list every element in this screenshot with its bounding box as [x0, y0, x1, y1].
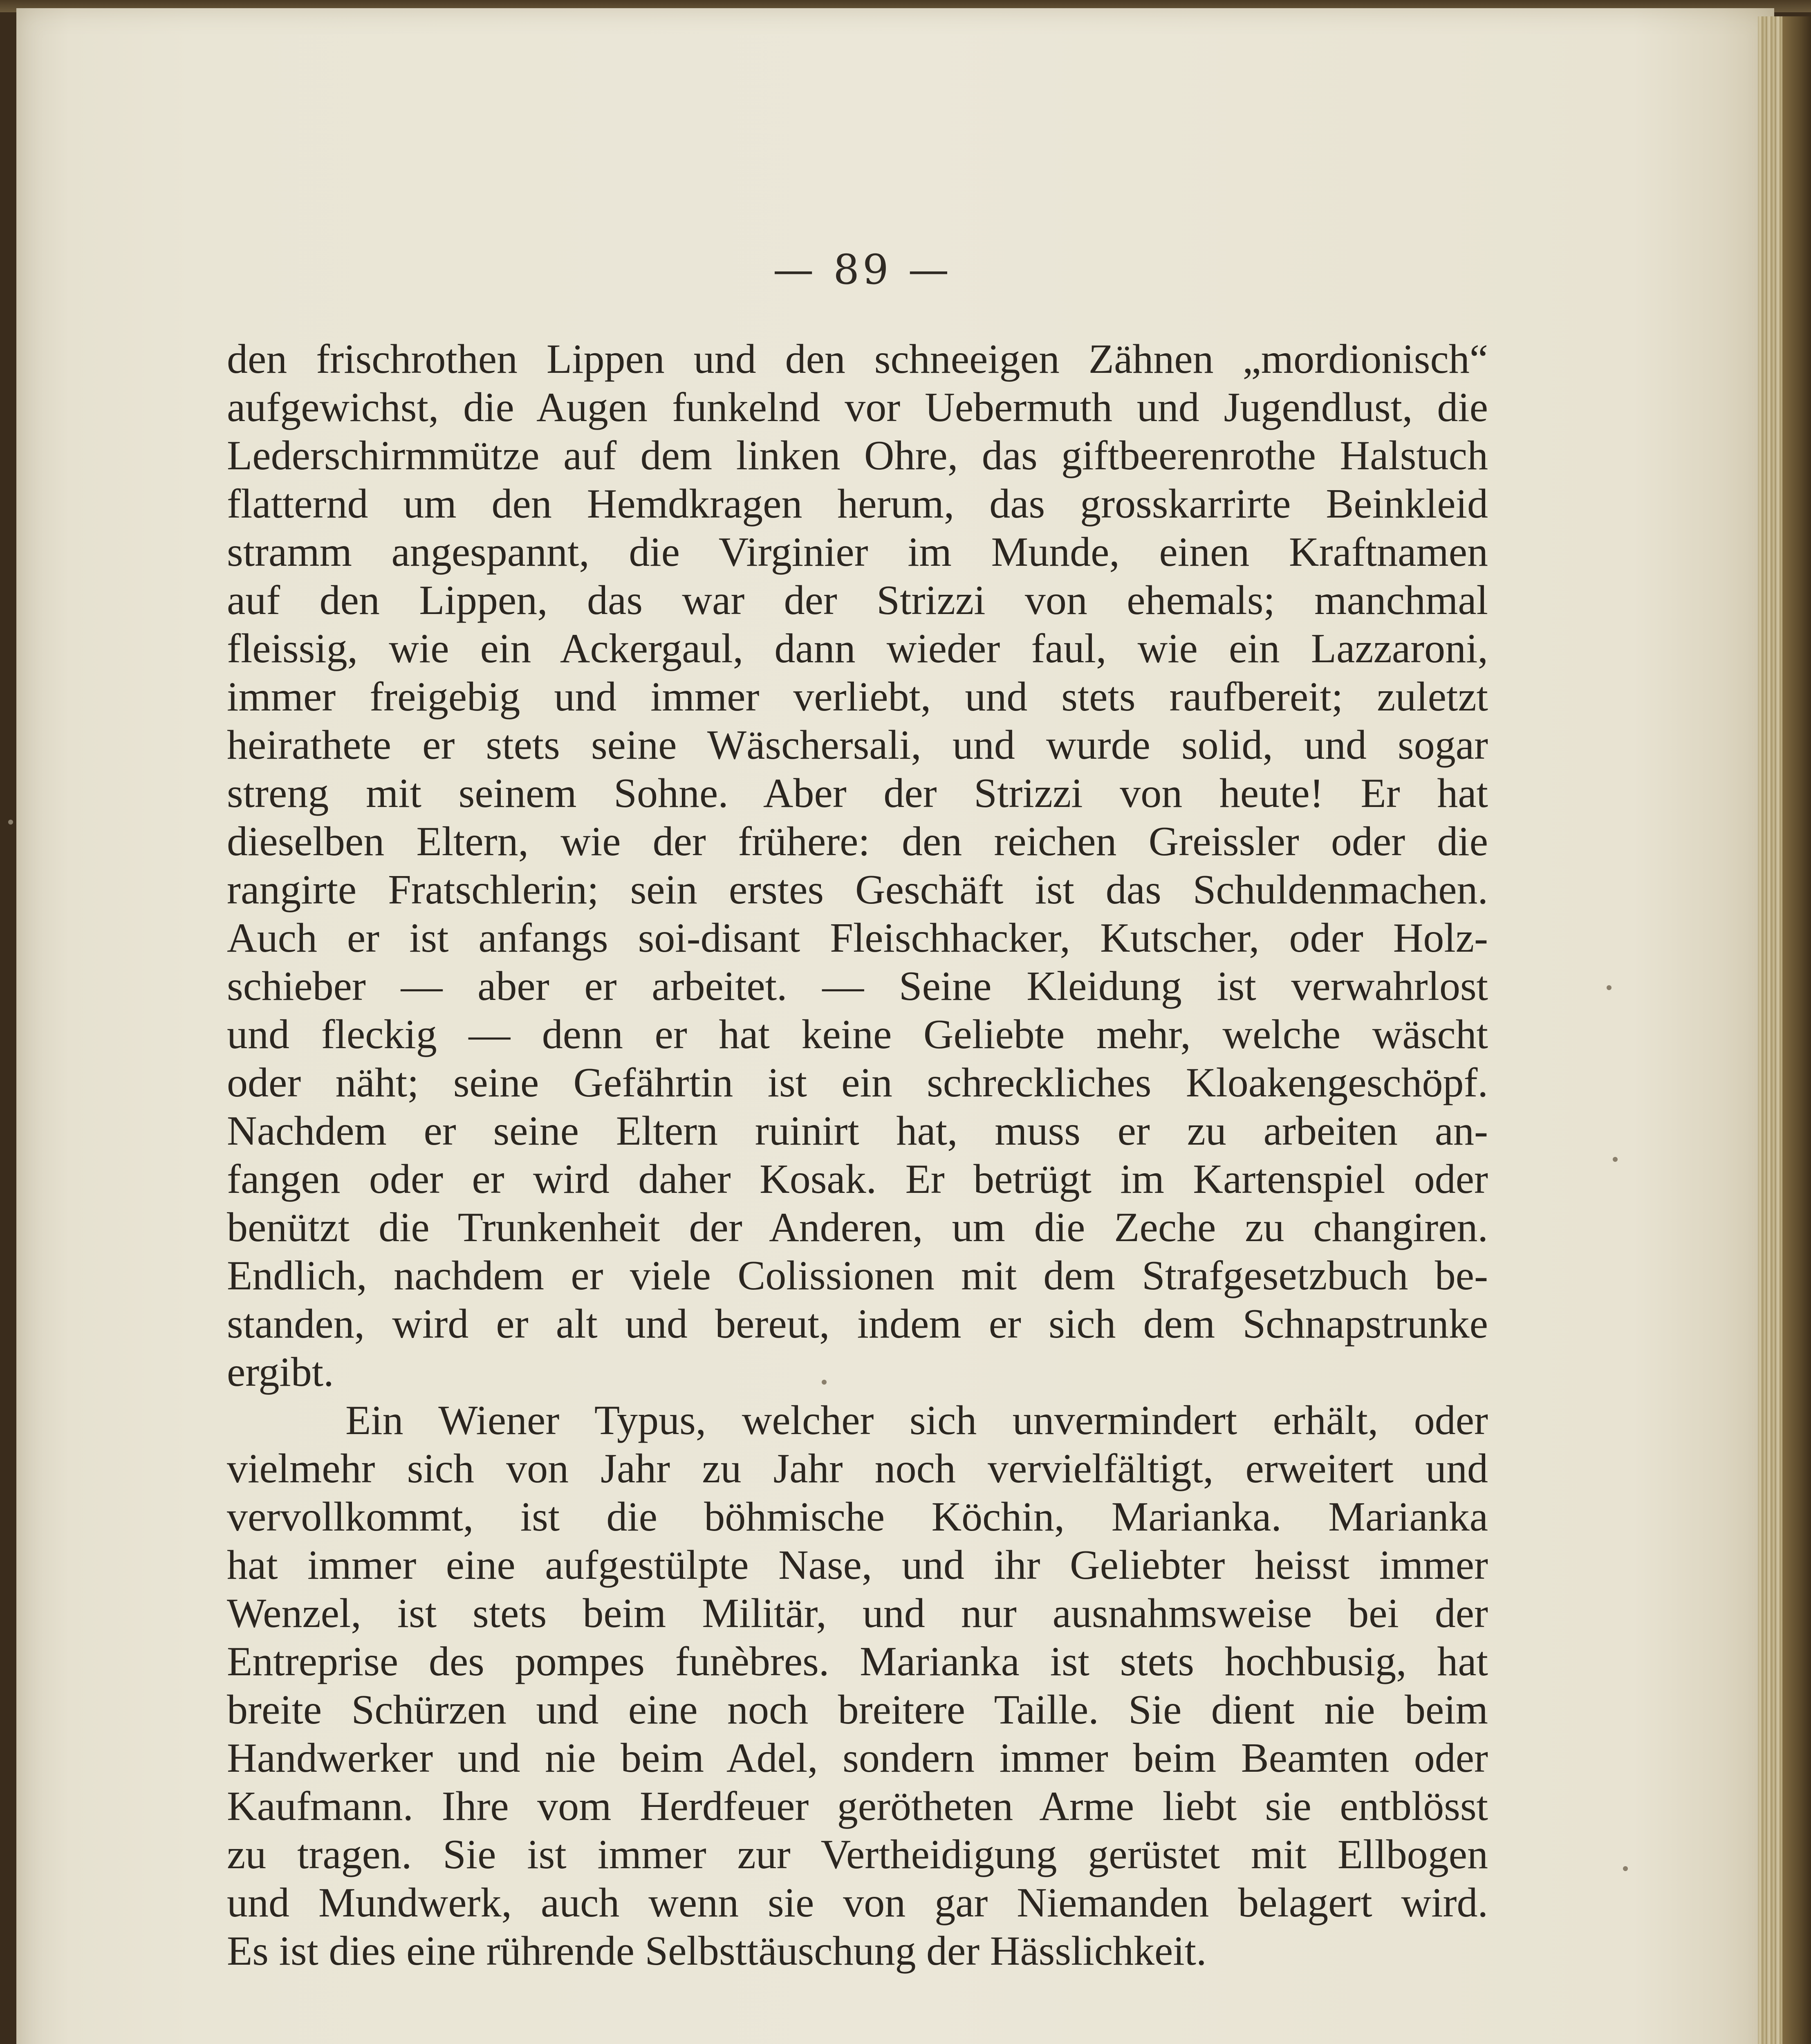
text-line: dieselben Eltern, wie der frühere: den reichen Greissler oder die	[227, 818, 1488, 865]
text-line: Kaufmann. Ihre vom Herdfeuer gerötheten Arme liebt sie entblösst	[227, 1783, 1488, 1829]
text-line: immer freigebig und immer verliebt, und stets raufbereit; zuletzt	[227, 674, 1488, 720]
text-line: Es ist dies eine rührende Selbsttäuschung der Hässlichkeit.	[227, 1928, 1207, 1974]
text-line: oder näht; seine Gefährtin ist ein schreckliches Kloakengeschöpf.	[227, 1060, 1488, 1106]
text-line: rangirte Fratschlerin; sein erstes Geschäft ist das Schuldenmachen.	[227, 867, 1488, 913]
text-line: flatternd um den Hemdkragen herum, das grosskarrirte Beinkleid	[227, 481, 1488, 527]
text-line: Nachdem er seine Eltern ruinirt hat, muss er zu arbeiten an-	[227, 1108, 1488, 1154]
text-line: hat immer eine aufgestülpte Nase, und ihr Geliebter heisst immer	[227, 1542, 1488, 1588]
book-cover-edge	[1782, 16, 1811, 2044]
text-line: aufgewichst, die Augen funkelnd vor Uebermuth und Jugendlust, die	[227, 384, 1488, 430]
text-line: standen, wird er alt und bereut, indem er sich dem Schnapstrunke	[227, 1301, 1488, 1347]
text-line: Entreprise des pompes funèbres. Marianka ist stets hochbusig, hat	[227, 1638, 1488, 1685]
text-line: Lederschirmmütze auf dem linken Ohre, das giftbeerenrothe Halstuch	[227, 433, 1488, 479]
text-line: auf den Lippen, das war der Strizzi von ehemals; manchmal	[227, 577, 1488, 623]
text-line: breite Schürzen und eine noch breitere Taille. Sie dient nie beim	[227, 1687, 1488, 1733]
paper-speck	[1607, 985, 1612, 990]
text-line: schieber — aber er arbeitet. — Seine Kleidung ist verwahrlost	[227, 963, 1488, 1009]
text-line: fleissig, wie ein Ackergaul, dann wieder faul, wie ein Lazzaroni,	[227, 625, 1488, 672]
text-line: streng mit seinem Sohne. Aber der Strizzi von heute! Er hat	[227, 770, 1488, 816]
text-line: Endlich, nachdem er viele Colissionen mit dem Strafgesetzbuch be-	[227, 1253, 1488, 1299]
text-line: stramm angespannt, die Virginier im Munde, einen Kraftnamen	[227, 529, 1488, 575]
text-line: vielmehr sich von Jahr zu Jahr noch vervielfältigt, erweitert und	[227, 1446, 1488, 1492]
text-line: benützt die Trunkenheit der Anderen, um die Zeche zu changiren.	[227, 1204, 1488, 1251]
text-line: heirathete er stets seine Wäschersali, und wurde solid, und sogar	[227, 722, 1488, 768]
paper-speck	[1623, 1866, 1628, 1871]
text-line: Auch er ist anfangs soi-disant Fleischhacker, Kutscher, oder Holz-	[227, 915, 1488, 961]
paper-speck	[8, 820, 13, 825]
text-line: und Mundwerk, auch wenn sie von gar Niemanden belagert wird.	[227, 1880, 1488, 1926]
text-line: Wenzel, ist stets beim Militär, und nur ausnahmsweise bei der	[227, 1590, 1488, 1636]
text-line: ergibt.	[227, 1349, 334, 1395]
page-number: — 89 —	[773, 246, 953, 294]
text-line: den frischrothen Lippen und den schneeigen Zähnen „mordionisch“	[227, 336, 1488, 382]
text-line: Handwerker und nie beim Adel, sondern immer beim Beamten oder	[227, 1735, 1488, 1781]
text-line: vervollkommt, ist die böhmische Köchin, Marianka. Marianka	[227, 1494, 1488, 1540]
body-text	[227, 335, 1488, 1975]
paper-speck	[1613, 1157, 1618, 1162]
text-line: und fleckig — denn er hat keine Geliebte mehr, welche wäscht	[227, 1011, 1488, 1058]
text-line: Ein Wiener Typus, welcher sich unvermindert erhält, oder	[345, 1397, 1488, 1443]
text-line: zu tragen. Sie ist immer zur Vertheidigung gerüstet mit Ellbogen	[227, 1831, 1488, 1878]
text-line: fangen oder er wird daher Kosak. Er betrügt im Kartenspiel oder	[227, 1156, 1488, 1202]
